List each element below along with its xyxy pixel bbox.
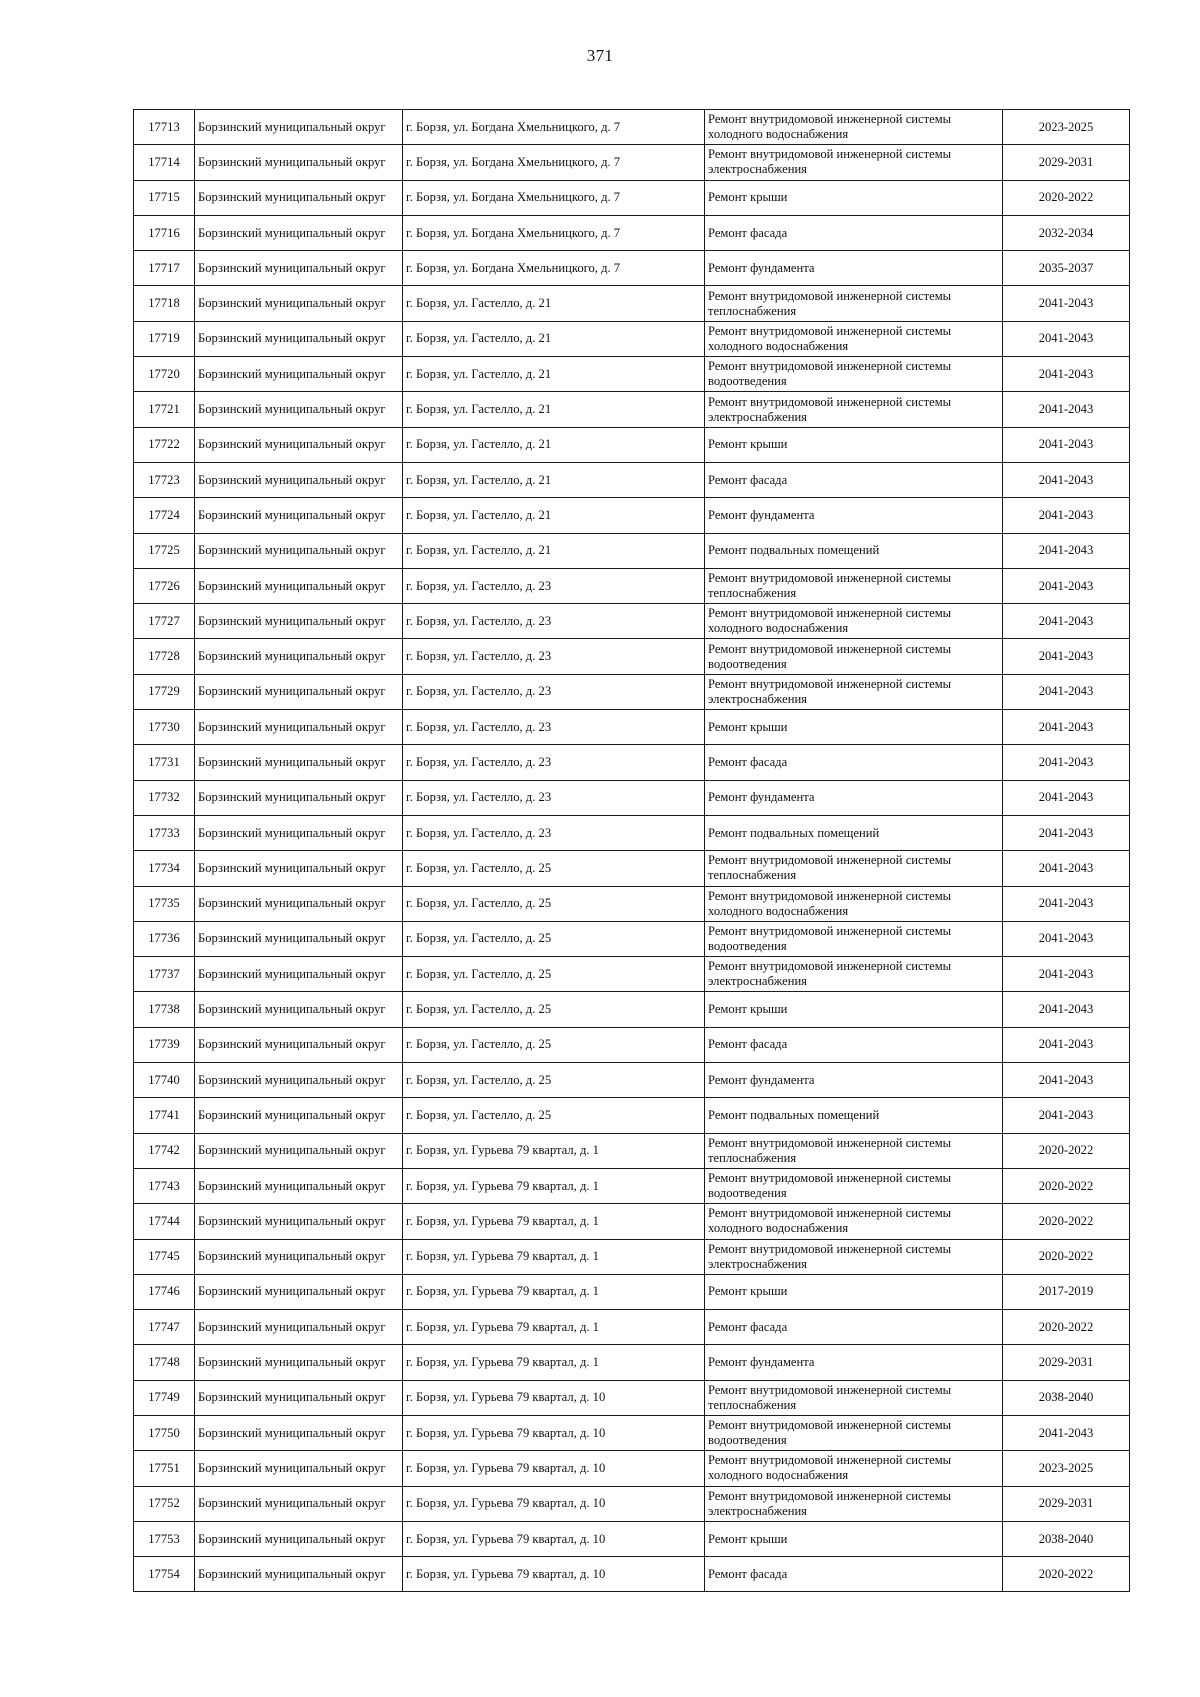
- address-cell: г. Борзя, ул. Гурьева 79 квартал, д. 10: [403, 1486, 705, 1521]
- row-number-cell: 17729: [134, 674, 195, 709]
- district-cell: Борзинский муниципальный округ: [195, 1380, 403, 1415]
- address-cell: г. Борзя, ул. Гастелло, д. 21: [403, 286, 705, 321]
- work-type-cell: Ремонт фасада: [705, 215, 1003, 250]
- work-type-cell: Ремонт фасада: [705, 745, 1003, 780]
- table-row: [134, 639, 1130, 674]
- row-number-cell: 17723: [134, 462, 195, 497]
- address-cell: г. Борзя, ул. Гурьева 79 квартал, д. 1: [403, 1204, 705, 1239]
- work-type-cell: Ремонт внутридомовой инженерной системы водоотведения: [705, 357, 1003, 392]
- district-cell: Борзинский муниципальный округ: [195, 1557, 403, 1592]
- district-cell: Борзинский муниципальный округ: [195, 639, 403, 674]
- table-row: [134, 215, 1130, 250]
- row-number-cell: 17726: [134, 568, 195, 603]
- address-cell: г. Борзя, ул. Гастелло, д. 21: [403, 533, 705, 568]
- district-cell: Борзинский муниципальный округ: [195, 498, 403, 533]
- district-cell: Борзинский муниципальный округ: [195, 780, 403, 815]
- row-number-cell: 17734: [134, 851, 195, 886]
- address-cell: г. Борзя, ул. Гурьева 79 квартал, д. 1: [403, 1345, 705, 1380]
- work-type-cell: Ремонт фасада: [705, 462, 1003, 497]
- row-number-cell: 17740: [134, 1063, 195, 1098]
- district-cell: Борзинский муниципальный округ: [195, 1239, 403, 1274]
- row-number-cell: 17725: [134, 533, 195, 568]
- repair-register-table: [133, 109, 1130, 1592]
- work-type-cell: Ремонт внутридомовой инженерной системы теплоснабжения: [705, 1133, 1003, 1168]
- row-number-cell: 17754: [134, 1557, 195, 1592]
- table-row: [134, 780, 1130, 815]
- district-cell: Борзинский муниципальный округ: [195, 357, 403, 392]
- district-cell: Борзинский муниципальный округ: [195, 392, 403, 427]
- work-type-cell: Ремонт подвальных помещений: [705, 815, 1003, 850]
- address-cell: г. Борзя, ул. Гастелло, д. 25: [403, 921, 705, 956]
- table-row: [134, 145, 1130, 180]
- address-cell: г. Борзя, ул. Гастелло, д. 25: [403, 992, 705, 1027]
- district-cell: Борзинский муниципальный округ: [195, 427, 403, 462]
- row-number-cell: 17737: [134, 957, 195, 992]
- table-row: [134, 533, 1130, 568]
- work-type-cell: Ремонт крыши: [705, 1274, 1003, 1309]
- work-type-cell: Ремонт внутридомовой инженерной системы теплоснабжения: [705, 1380, 1003, 1415]
- table-row: [134, 1063, 1130, 1098]
- period-cell: 2041-2043: [1003, 1098, 1130, 1133]
- page-number: 371: [586, 46, 614, 65]
- district-cell: Борзинский муниципальный округ: [195, 1451, 403, 1486]
- work-type-cell: Ремонт фасада: [705, 1557, 1003, 1592]
- row-number-cell: 17744: [134, 1204, 195, 1239]
- district-cell: Борзинский муниципальный округ: [195, 462, 403, 497]
- address-cell: г. Борзя, ул. Гастелло, д. 21: [403, 357, 705, 392]
- district-cell: Борзинский муниципальный округ: [195, 604, 403, 639]
- table-row: [134, 321, 1130, 356]
- district-cell: Борзинский муниципальный округ: [195, 992, 403, 1027]
- table-row: [134, 1133, 1130, 1168]
- district-cell: Борзинский муниципальный округ: [195, 957, 403, 992]
- period-cell: 2041-2043: [1003, 286, 1130, 321]
- district-cell: Борзинский муниципальный округ: [195, 1168, 403, 1203]
- work-type-cell: Ремонт крыши: [705, 992, 1003, 1027]
- row-number-cell: 17717: [134, 251, 195, 286]
- row-number-cell: 17749: [134, 1380, 195, 1415]
- work-type-cell: Ремонт внутридомовой инженерной системы холодного водоснабжения: [705, 1451, 1003, 1486]
- table-row: [134, 886, 1130, 921]
- district-cell: Борзинский муниципальный округ: [195, 1063, 403, 1098]
- row-number-cell: 17722: [134, 427, 195, 462]
- period-cell: 2041-2043: [1003, 357, 1130, 392]
- period-cell: 2020-2022: [1003, 1204, 1130, 1239]
- work-type-cell: Ремонт внутридомовой инженерной системы холодного водоснабжения: [705, 110, 1003, 145]
- address-cell: г. Борзя, ул. Гастелло, д. 25: [403, 1027, 705, 1062]
- work-type-cell: Ремонт внутридомовой инженерной системы электроснабжения: [705, 1486, 1003, 1521]
- table-row: [134, 1415, 1130, 1450]
- period-cell: 2020-2022: [1003, 1310, 1130, 1345]
- row-number-cell: 17720: [134, 357, 195, 392]
- row-number-cell: 17718: [134, 286, 195, 321]
- row-number-cell: 17739: [134, 1027, 195, 1062]
- district-cell: Борзинский муниципальный округ: [195, 321, 403, 356]
- table-row: [134, 992, 1130, 1027]
- period-cell: 2020-2022: [1003, 1557, 1130, 1592]
- address-cell: г. Борзя, ул. Гурьева 79 квартал, д. 10: [403, 1521, 705, 1556]
- row-number-cell: 17746: [134, 1274, 195, 1309]
- district-cell: Борзинский муниципальный округ: [195, 1098, 403, 1133]
- address-cell: г. Борзя, ул. Богдана Хмельницкого, д. 7: [403, 145, 705, 180]
- address-cell: г. Борзя, ул. Гурьева 79 квартал, д. 10: [403, 1557, 705, 1592]
- period-cell: 2023-2025: [1003, 110, 1130, 145]
- row-number-cell: 17724: [134, 498, 195, 533]
- row-number-cell: 17733: [134, 815, 195, 850]
- work-type-cell: Ремонт внутридомовой инженерной системы электроснабжения: [705, 957, 1003, 992]
- row-number-cell: 17731: [134, 745, 195, 780]
- address-cell: г. Борзя, ул. Гастелло, д. 23: [403, 815, 705, 850]
- table-row: [134, 498, 1130, 533]
- work-type-cell: Ремонт внутридомовой инженерной системы холодного водоснабжения: [705, 321, 1003, 356]
- district-cell: Борзинский муниципальный округ: [195, 1204, 403, 1239]
- address-cell: г. Борзя, ул. Богдана Хмельницкого, д. 7: [403, 180, 705, 215]
- district-cell: Борзинский муниципальный округ: [195, 815, 403, 850]
- district-cell: Борзинский муниципальный округ: [195, 1310, 403, 1345]
- address-cell: г. Борзя, ул. Гастелло, д. 23: [403, 568, 705, 603]
- address-cell: г. Борзя, ул. Гастелло, д. 25: [403, 886, 705, 921]
- period-cell: 2041-2043: [1003, 886, 1130, 921]
- table-row: [134, 745, 1130, 780]
- table-row: [134, 1239, 1130, 1274]
- district-cell: Борзинский муниципальный округ: [195, 1486, 403, 1521]
- work-type-cell: Ремонт подвальных помещений: [705, 1098, 1003, 1133]
- period-cell: 2041-2043: [1003, 674, 1130, 709]
- work-type-cell: Ремонт фундамента: [705, 498, 1003, 533]
- period-cell: 2017-2019: [1003, 1274, 1130, 1309]
- table-body: [134, 110, 1130, 1592]
- district-cell: Борзинский муниципальный округ: [195, 1521, 403, 1556]
- period-cell: 2041-2043: [1003, 851, 1130, 886]
- table-row: [134, 1098, 1130, 1133]
- address-cell: г. Борзя, ул. Гастелло, д. 23: [403, 674, 705, 709]
- address-cell: г. Борзя, ул. Богдана Хмельницкого, д. 7: [403, 215, 705, 250]
- address-cell: г. Борзя, ул. Гастелло, д. 21: [403, 427, 705, 462]
- period-cell: 2041-2043: [1003, 639, 1130, 674]
- period-cell: 2029-2031: [1003, 1486, 1130, 1521]
- period-cell: 2041-2043: [1003, 992, 1130, 1027]
- period-cell: 2041-2043: [1003, 921, 1130, 956]
- work-type-cell: Ремонт крыши: [705, 427, 1003, 462]
- district-cell: Борзинский муниципальный округ: [195, 886, 403, 921]
- row-number-cell: 17745: [134, 1239, 195, 1274]
- table-row: [134, 957, 1130, 992]
- address-cell: г. Борзя, ул. Гастелло, д. 25: [403, 957, 705, 992]
- district-cell: Борзинский муниципальный округ: [195, 1133, 403, 1168]
- period-cell: 2041-2043: [1003, 427, 1130, 462]
- district-cell: Борзинский муниципальный округ: [195, 1027, 403, 1062]
- table-row: [134, 1521, 1130, 1556]
- work-type-cell: Ремонт крыши: [705, 710, 1003, 745]
- table-row: [134, 710, 1130, 745]
- row-number-cell: 17732: [134, 780, 195, 815]
- work-type-cell: Ремонт внутридомовой инженерной системы водоотведения: [705, 1168, 1003, 1203]
- address-cell: г. Борзя, ул. Гастелло, д. 23: [403, 710, 705, 745]
- table-row: [134, 815, 1130, 850]
- work-type-cell: Ремонт фундамента: [705, 1063, 1003, 1098]
- work-type-cell: Ремонт внутридомовой инженерной системы электроснабжения: [705, 674, 1003, 709]
- period-cell: 2041-2043: [1003, 815, 1130, 850]
- table-row: [134, 1345, 1130, 1380]
- table-row: [134, 1168, 1130, 1203]
- period-cell: 2041-2043: [1003, 392, 1130, 427]
- period-cell: 2023-2025: [1003, 1451, 1130, 1486]
- district-cell: Борзинский муниципальный округ: [195, 533, 403, 568]
- work-type-cell: Ремонт внутридомовой инженерной системы холодного водоснабжения: [705, 604, 1003, 639]
- table-row: [134, 1557, 1130, 1592]
- period-cell: 2041-2043: [1003, 604, 1130, 639]
- table-row: [134, 1486, 1130, 1521]
- row-number-cell: 17753: [134, 1521, 195, 1556]
- row-number-cell: 17714: [134, 145, 195, 180]
- row-number-cell: 17735: [134, 886, 195, 921]
- row-number-cell: 17713: [134, 110, 195, 145]
- period-cell: 2041-2043: [1003, 498, 1130, 533]
- period-cell: 2041-2043: [1003, 1063, 1130, 1098]
- row-number-cell: 17730: [134, 710, 195, 745]
- period-cell: 2038-2040: [1003, 1521, 1130, 1556]
- period-cell: 2029-2031: [1003, 145, 1130, 180]
- period-cell: 2041-2043: [1003, 568, 1130, 603]
- table-row: [134, 110, 1130, 145]
- table-row: [134, 568, 1130, 603]
- district-cell: Борзинский муниципальный округ: [195, 1274, 403, 1309]
- table-row: [134, 357, 1130, 392]
- address-cell: г. Борзя, ул. Гурьева 79 квартал, д. 1: [403, 1168, 705, 1203]
- address-cell: г. Борзя, ул. Гастелло, д. 23: [403, 639, 705, 674]
- district-cell: Борзинский муниципальный округ: [195, 251, 403, 286]
- row-number-cell: 17715: [134, 180, 195, 215]
- address-cell: г. Борзя, ул. Богдана Хмельницкого, д. 7: [403, 110, 705, 145]
- address-cell: г. Борзя, ул. Гурьева 79 квартал, д. 1: [403, 1239, 705, 1274]
- work-type-cell: Ремонт внутридомовой инженерной системы водоотведения: [705, 1415, 1003, 1450]
- address-cell: г. Борзя, ул. Гастелло, д. 21: [403, 392, 705, 427]
- row-number-cell: 17750: [134, 1415, 195, 1450]
- period-cell: 2020-2022: [1003, 180, 1130, 215]
- work-type-cell: Ремонт фасада: [705, 1310, 1003, 1345]
- address-cell: г. Борзя, ул. Гастелло, д. 25: [403, 851, 705, 886]
- period-cell: 2041-2043: [1003, 462, 1130, 497]
- work-type-cell: Ремонт внутридомовой инженерной системы теплоснабжения: [705, 286, 1003, 321]
- period-cell: 2035-2037: [1003, 251, 1130, 286]
- work-type-cell: Ремонт внутридомовой инженерной системы холодного водоснабжения: [705, 1204, 1003, 1239]
- district-cell: Борзинский муниципальный округ: [195, 1415, 403, 1450]
- address-cell: г. Борзя, ул. Гастелло, д. 23: [403, 604, 705, 639]
- table-row: [134, 427, 1130, 462]
- address-cell: г. Борзя, ул. Гастелло, д. 21: [403, 321, 705, 356]
- row-number-cell: 17742: [134, 1133, 195, 1168]
- table-row: [134, 1310, 1130, 1345]
- period-cell: 2041-2043: [1003, 321, 1130, 356]
- row-number-cell: 17721: [134, 392, 195, 427]
- district-cell: Борзинский муниципальный округ: [195, 145, 403, 180]
- address-cell: г. Борзя, ул. Гастелло, д. 23: [403, 745, 705, 780]
- row-number-cell: 17743: [134, 1168, 195, 1203]
- row-number-cell: 17752: [134, 1486, 195, 1521]
- work-type-cell: Ремонт внутридомовой инженерной системы теплоснабжения: [705, 851, 1003, 886]
- table-row: [134, 462, 1130, 497]
- table-row: [134, 921, 1130, 956]
- table-row: [134, 180, 1130, 215]
- table-row: [134, 604, 1130, 639]
- period-cell: 2032-2034: [1003, 215, 1130, 250]
- district-cell: Борзинский муниципальный округ: [195, 1345, 403, 1380]
- row-number-cell: 17738: [134, 992, 195, 1027]
- period-cell: 2041-2043: [1003, 710, 1130, 745]
- row-number-cell: 17736: [134, 921, 195, 956]
- row-number-cell: 17728: [134, 639, 195, 674]
- table-row: [134, 286, 1130, 321]
- district-cell: Борзинский муниципальный округ: [195, 710, 403, 745]
- row-number-cell: 17727: [134, 604, 195, 639]
- table-row: [134, 1451, 1130, 1486]
- work-type-cell: Ремонт внутридомовой инженерной системы теплоснабжения: [705, 568, 1003, 603]
- district-cell: Борзинский муниципальный округ: [195, 674, 403, 709]
- row-number-cell: 17748: [134, 1345, 195, 1380]
- period-cell: 2020-2022: [1003, 1239, 1130, 1274]
- period-cell: 2041-2043: [1003, 533, 1130, 568]
- period-cell: 2041-2043: [1003, 780, 1130, 815]
- address-cell: г. Борзя, ул. Гастелло, д. 23: [403, 780, 705, 815]
- work-type-cell: Ремонт внутридомовой инженерной системы водоотведения: [705, 921, 1003, 956]
- work-type-cell: Ремонт крыши: [705, 180, 1003, 215]
- address-cell: г. Борзя, ул. Гастелло, д. 21: [403, 462, 705, 497]
- address-cell: г. Борзя, ул. Гурьева 79 квартал, д. 1: [403, 1310, 705, 1345]
- district-cell: Борзинский муниципальный округ: [195, 568, 403, 603]
- district-cell: Борзинский муниципальный округ: [195, 286, 403, 321]
- table-row: [134, 674, 1130, 709]
- address-cell: г. Борзя, ул. Гурьева 79 квартал, д. 10: [403, 1451, 705, 1486]
- district-cell: Борзинский муниципальный округ: [195, 745, 403, 780]
- work-type-cell: Ремонт фундамента: [705, 780, 1003, 815]
- work-type-cell: Ремонт подвальных помещений: [705, 533, 1003, 568]
- district-cell: Борзинский муниципальный округ: [195, 851, 403, 886]
- table-row: [134, 1274, 1130, 1309]
- work-type-cell: Ремонт фундамента: [705, 251, 1003, 286]
- row-number-cell: 17751: [134, 1451, 195, 1486]
- table-row: [134, 392, 1130, 427]
- period-cell: 2041-2043: [1003, 745, 1130, 780]
- address-cell: г. Борзя, ул. Гурьева 79 квартал, д. 10: [403, 1380, 705, 1415]
- period-cell: 2029-2031: [1003, 1345, 1130, 1380]
- district-cell: Борзинский муниципальный округ: [195, 180, 403, 215]
- address-cell: г. Борзя, ул. Гастелло, д. 21: [403, 498, 705, 533]
- work-type-cell: Ремонт внутридомовой инженерной системы холодного водоснабжения: [705, 886, 1003, 921]
- work-type-cell: Ремонт внутридомовой инженерной системы электроснабжения: [705, 1239, 1003, 1274]
- address-cell: г. Борзя, ул. Гурьева 79 квартал, д. 1: [403, 1274, 705, 1309]
- address-cell: г. Борзя, ул. Гурьева 79 квартал, д. 1: [403, 1133, 705, 1168]
- address-cell: г. Борзя, ул. Гурьева 79 квартал, д. 10: [403, 1415, 705, 1450]
- table-row: [134, 851, 1130, 886]
- table-row: [134, 251, 1130, 286]
- district-cell: Борзинский муниципальный округ: [195, 110, 403, 145]
- period-cell: 2038-2040: [1003, 1380, 1130, 1415]
- district-cell: Борзинский муниципальный округ: [195, 215, 403, 250]
- address-cell: г. Борзя, ул. Гастелло, д. 25: [403, 1063, 705, 1098]
- period-cell: 2020-2022: [1003, 1168, 1130, 1203]
- period-cell: 2041-2043: [1003, 1027, 1130, 1062]
- period-cell: 2041-2043: [1003, 1415, 1130, 1450]
- row-number-cell: 17741: [134, 1098, 195, 1133]
- row-number-cell: 17716: [134, 215, 195, 250]
- row-number-cell: 17747: [134, 1310, 195, 1345]
- work-type-cell: Ремонт внутридомовой инженерной системы электроснабжения: [705, 392, 1003, 427]
- table-row: [134, 1027, 1130, 1062]
- address-cell: г. Борзя, ул. Богдана Хмельницкого, д. 7: [403, 251, 705, 286]
- period-cell: 2020-2022: [1003, 1133, 1130, 1168]
- period-cell: 2041-2043: [1003, 957, 1130, 992]
- row-number-cell: 17719: [134, 321, 195, 356]
- table-row: [134, 1204, 1130, 1239]
- work-type-cell: Ремонт внутридомовой инженерной системы водоотведения: [705, 639, 1003, 674]
- work-type-cell: Ремонт внутридомовой инженерной системы электроснабжения: [705, 145, 1003, 180]
- work-type-cell: Ремонт крыши: [705, 1521, 1003, 1556]
- work-type-cell: Ремонт фасада: [705, 1027, 1003, 1062]
- work-type-cell: Ремонт фундамента: [705, 1345, 1003, 1380]
- address-cell: г. Борзя, ул. Гастелло, д. 25: [403, 1098, 705, 1133]
- district-cell: Борзинский муниципальный округ: [195, 921, 403, 956]
- table-row: [134, 1380, 1130, 1415]
